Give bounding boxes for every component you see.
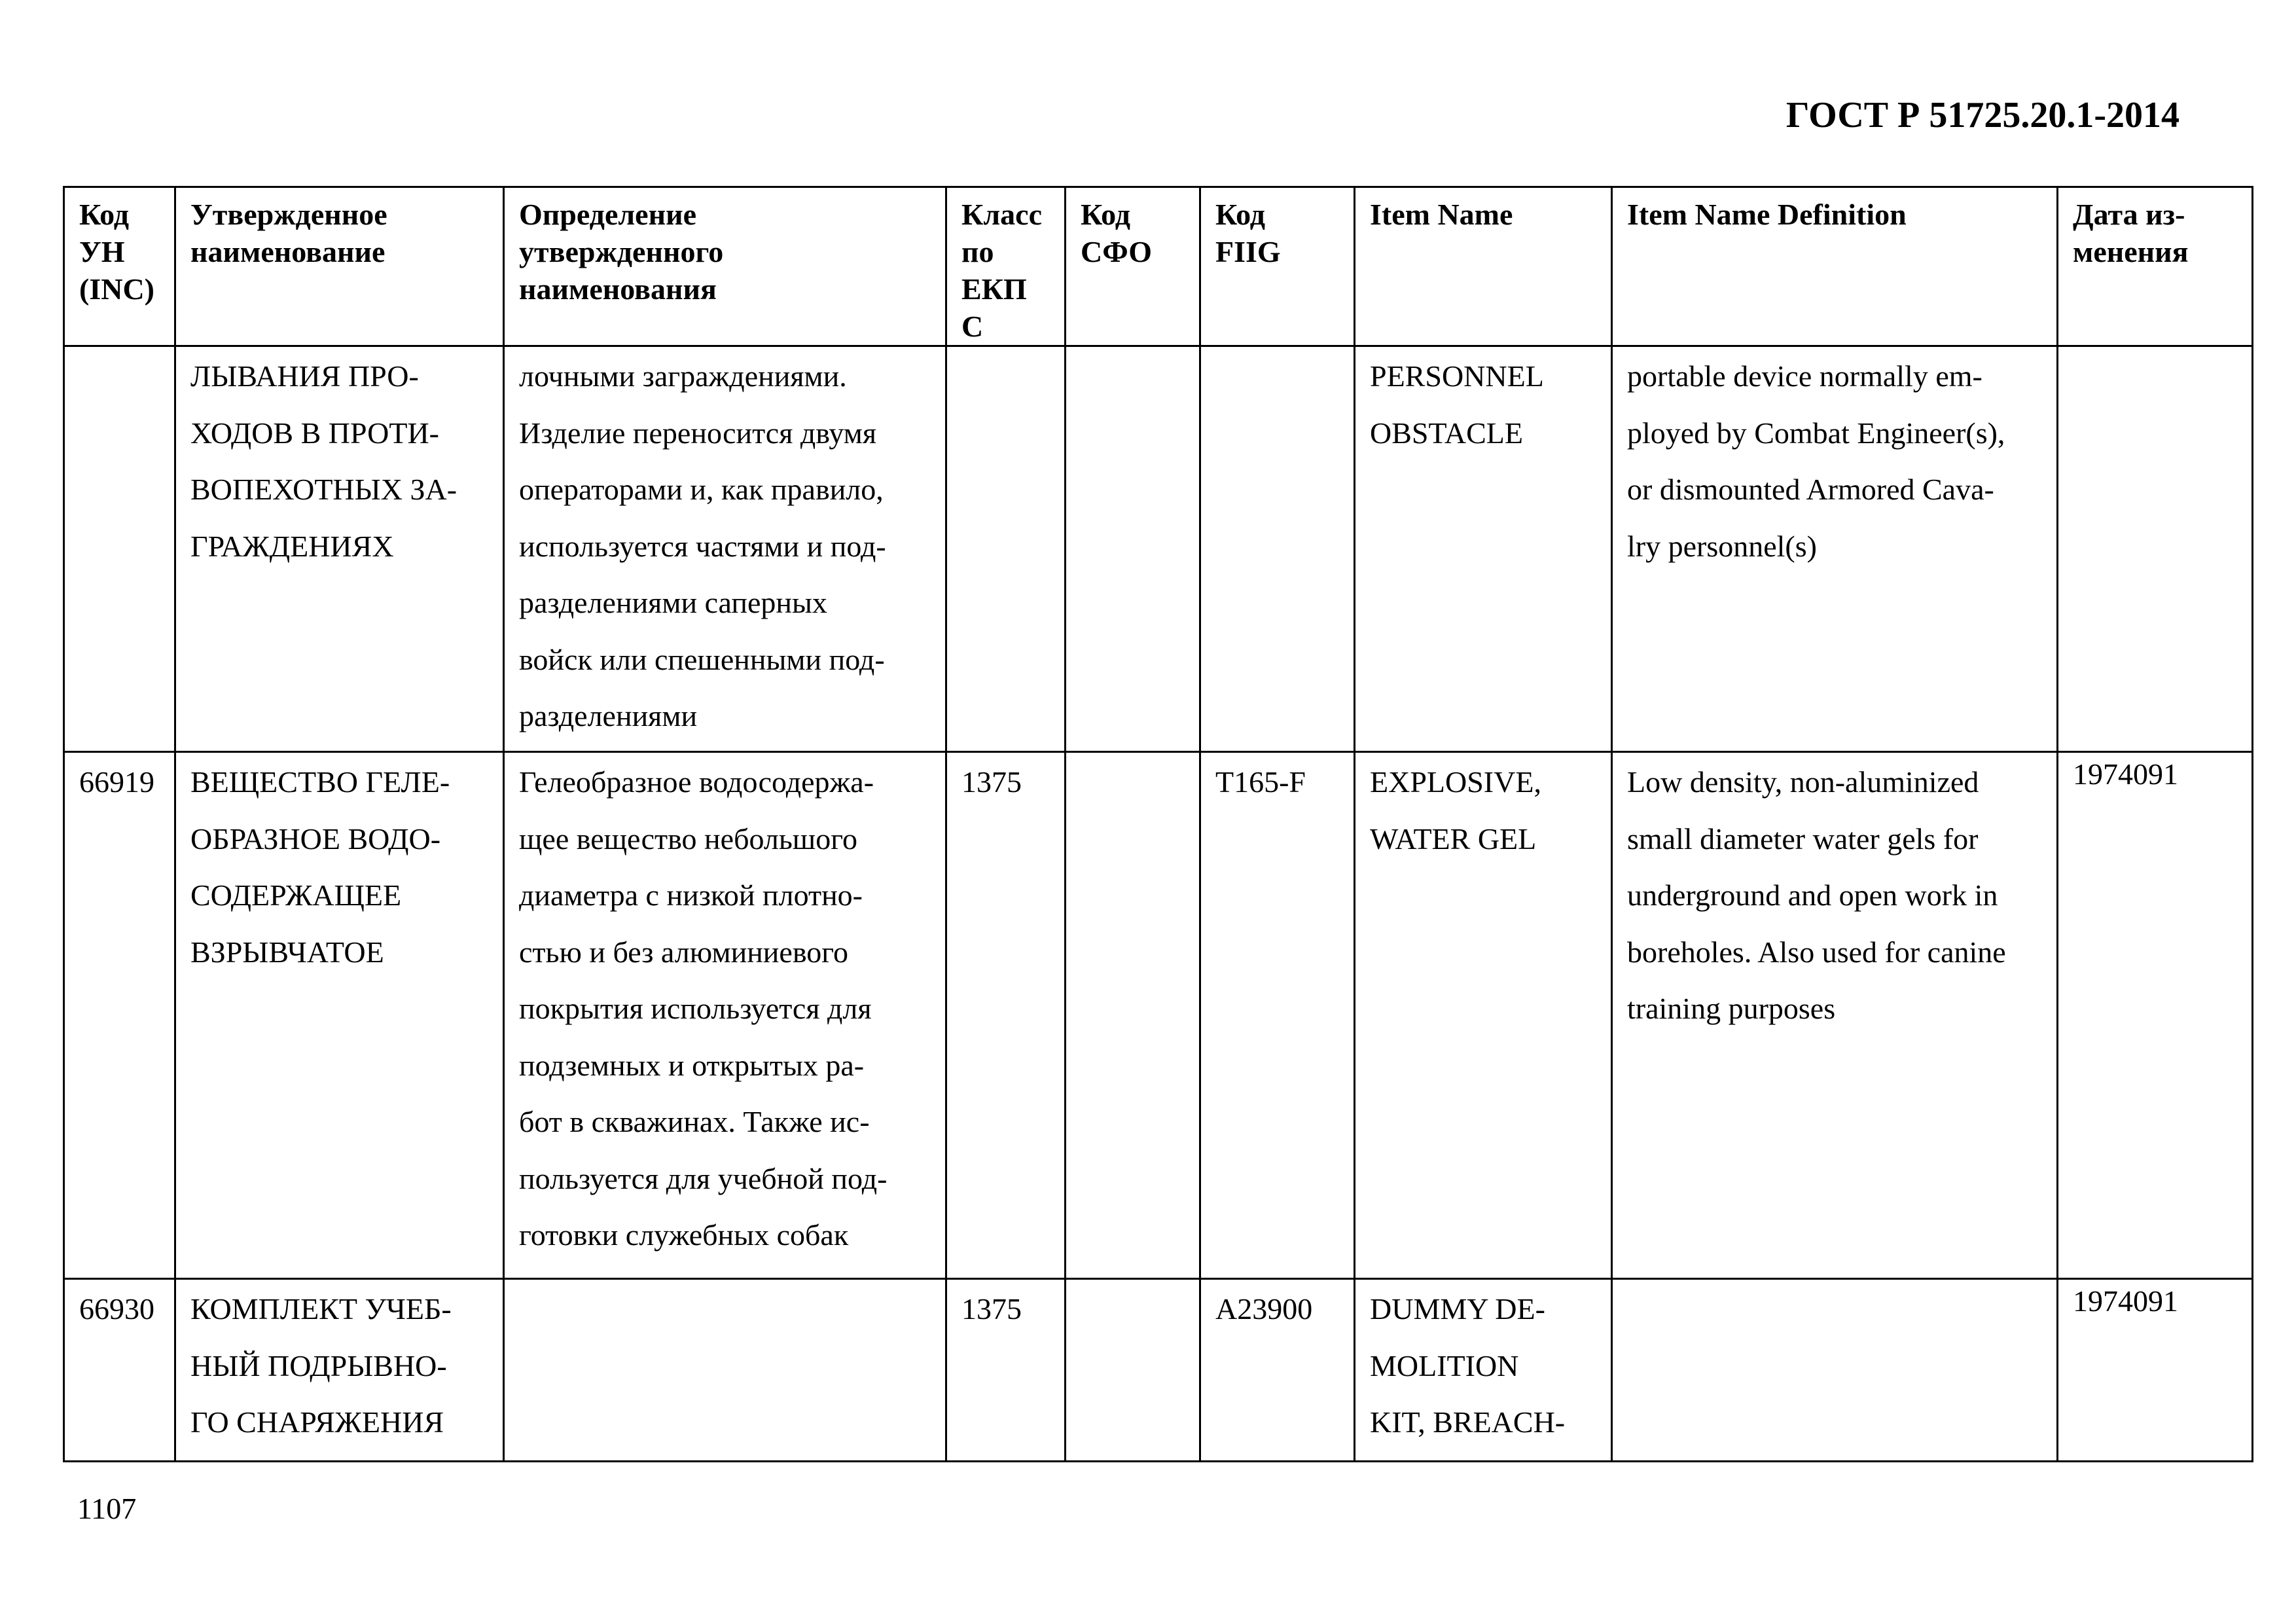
class-cell: 1375 xyxy=(946,1279,1066,1462)
item-name-cell xyxy=(1355,1279,1612,1462)
cell-line: boreholes. Also used for canine xyxy=(1627,935,2006,969)
inc-cell: 66930 xyxy=(64,1279,175,1462)
cell-line: ГРАЖДЕНИЯХ xyxy=(190,529,394,563)
change-date-cell: 1974091 xyxy=(2058,1279,2253,1462)
header-line: FIIG xyxy=(1215,235,1281,268)
cell-line: разделениями саперных xyxy=(519,586,827,619)
header-line: Item Name xyxy=(1370,198,1513,231)
header-class xyxy=(946,187,1066,346)
cell-line: стью и без алюминиевого xyxy=(519,935,848,969)
header-line: наименование xyxy=(190,235,386,268)
approved-name-cell xyxy=(175,1279,504,1462)
cell-line: подземных и открытых ра- xyxy=(519,1048,865,1082)
definition-cell xyxy=(504,752,946,1279)
item-name-cell xyxy=(1355,346,1612,752)
change-date-cell: 1974091 xyxy=(2058,752,2253,1279)
class-cell: 1375 xyxy=(946,752,1066,1279)
cell-line: лочными заграждениями. xyxy=(519,359,847,393)
header-line: Код xyxy=(1081,198,1131,231)
cell-line: покрытия используется для xyxy=(519,992,872,1025)
header-line: (INC) xyxy=(79,272,154,306)
cell-line: ЛЫВАНИЯ ПРО- xyxy=(190,359,419,393)
header-line: ЕКП xyxy=(961,272,1027,306)
header-line: наименования xyxy=(519,272,717,306)
item-name-definition-cell xyxy=(1612,1279,2058,1462)
header-line: Код xyxy=(79,198,130,231)
item-name-definition-cell xyxy=(1612,346,2058,752)
approved-name-cell xyxy=(175,346,504,752)
change-date-cell xyxy=(2058,346,2253,752)
cell-line: ployed by Combat Engineer(s), xyxy=(1627,416,2005,450)
cell-line: войск или спешенными под- xyxy=(519,642,885,676)
header-line: Утвержденное xyxy=(190,198,387,231)
header-line: С xyxy=(961,310,984,343)
cell-line: операторами и, как правило, xyxy=(519,473,884,506)
header-sfo-code xyxy=(1066,187,1200,346)
cell-line: готовки служебных собак xyxy=(519,1218,849,1252)
header-line: Дата из- xyxy=(2073,198,2185,231)
cell-line: training purposes xyxy=(1627,992,1836,1025)
cell-line: ВОПЕХОТНЫХ ЗА- xyxy=(190,473,457,506)
header-line: Определение xyxy=(519,198,697,231)
definition-cell xyxy=(504,346,946,752)
page-number: 1107 xyxy=(77,1492,137,1525)
cell-line: DUMMY DE- xyxy=(1370,1292,1545,1326)
cell-line: WATER GEL xyxy=(1370,821,1537,856)
header-line: Класс xyxy=(961,198,1042,231)
document-code: ГОСТ Р 51725.20.1-2014 xyxy=(1785,95,2179,135)
cell-line: or dismounted Armored Cava- xyxy=(1627,473,1994,506)
table-row xyxy=(64,1279,2253,1462)
cell-line: ВЕЩЕСТВО ГЕЛЕ- xyxy=(190,765,450,799)
cell-line: Изделие переносится двумя xyxy=(519,416,877,450)
cell-line: Гелеобразное водосодержа- xyxy=(519,765,874,799)
sfo-code-cell xyxy=(1066,752,1200,1279)
header-change-date xyxy=(2058,187,2253,346)
cell-line: KIT, BREACH- xyxy=(1370,1405,1566,1439)
cell-line: ГО СНАРЯЖЕНИЯ xyxy=(190,1405,444,1439)
header-definition xyxy=(504,187,946,346)
cell-line: НЫЙ ПОДРЫВНО- xyxy=(190,1348,447,1382)
cell-line: СОДЕРЖАЩЕЕ xyxy=(190,878,402,912)
header-line: СФО xyxy=(1081,235,1153,268)
cell-line: используется частями и под- xyxy=(519,529,886,563)
fiig-code-cell: A23900 xyxy=(1200,1279,1355,1462)
item-name-cell xyxy=(1355,752,1612,1279)
header-line: Item Name Definition xyxy=(1627,198,1907,231)
cell-line: ОБРАЗНОЕ ВОДО- xyxy=(190,821,441,856)
header-inc xyxy=(64,187,175,346)
cell-line: щее вещество небольшого xyxy=(519,821,857,856)
table-body xyxy=(64,346,2253,1462)
sfo-code-cell xyxy=(1066,1279,1200,1462)
header-line: утвержденного xyxy=(519,235,724,268)
class-cell xyxy=(946,346,1066,752)
cell-line: EXPLOSIVE, xyxy=(1370,765,1541,799)
cell-line: underground and open work in xyxy=(1627,878,1998,912)
cell-line: бот в скважинах. Также ис- xyxy=(519,1105,870,1138)
cell-line: ВЗРЫВЧАТОЕ xyxy=(190,935,384,969)
cell-line: small diameter water gels for xyxy=(1627,821,1979,856)
header-fiig-code xyxy=(1200,187,1355,346)
inc-cell xyxy=(64,346,175,752)
header-item-name-definition xyxy=(1612,187,2058,346)
item-name-definition-cell xyxy=(1612,752,2058,1279)
header-approved-name xyxy=(175,187,504,346)
header-line: УН xyxy=(79,235,125,268)
header-line: Код xyxy=(1215,198,1266,231)
cell-line: lry personnel(s) xyxy=(1627,529,1817,563)
cell-line: PERSONNEL xyxy=(1370,359,1544,393)
fiig-code-cell xyxy=(1200,346,1355,752)
header-line: менения xyxy=(2073,235,2189,268)
cell-line: диаметра с низкой плотно- xyxy=(519,878,863,912)
cell-line: разделениями xyxy=(519,699,698,732)
cell-line: Low density, non-aluminized xyxy=(1627,765,1979,799)
sfo-code-cell xyxy=(1066,346,1200,752)
cell-line: ХОДОВ В ПРОТИ- xyxy=(190,416,439,450)
inc-cell: 66919 xyxy=(64,752,175,1279)
nomenclature-table xyxy=(63,186,2253,1462)
cell-line: КОМПЛЕКТ УЧЕБ- xyxy=(190,1292,452,1326)
cell-line: MOLITION xyxy=(1370,1348,1519,1382)
definition-cell xyxy=(504,1279,946,1462)
table-row xyxy=(64,752,2253,1279)
table-header-row xyxy=(64,187,2253,346)
table-row xyxy=(64,346,2253,752)
header-line: по xyxy=(961,235,994,268)
fiig-code-cell: T165-F xyxy=(1200,752,1355,1279)
cell-line: пользуется для учебной под- xyxy=(519,1161,888,1195)
approved-name-cell xyxy=(175,752,504,1279)
cell-line: portable device normally em- xyxy=(1627,359,1982,393)
cell-line: OBSTACLE xyxy=(1370,416,1523,450)
header-item-name xyxy=(1355,187,1612,346)
